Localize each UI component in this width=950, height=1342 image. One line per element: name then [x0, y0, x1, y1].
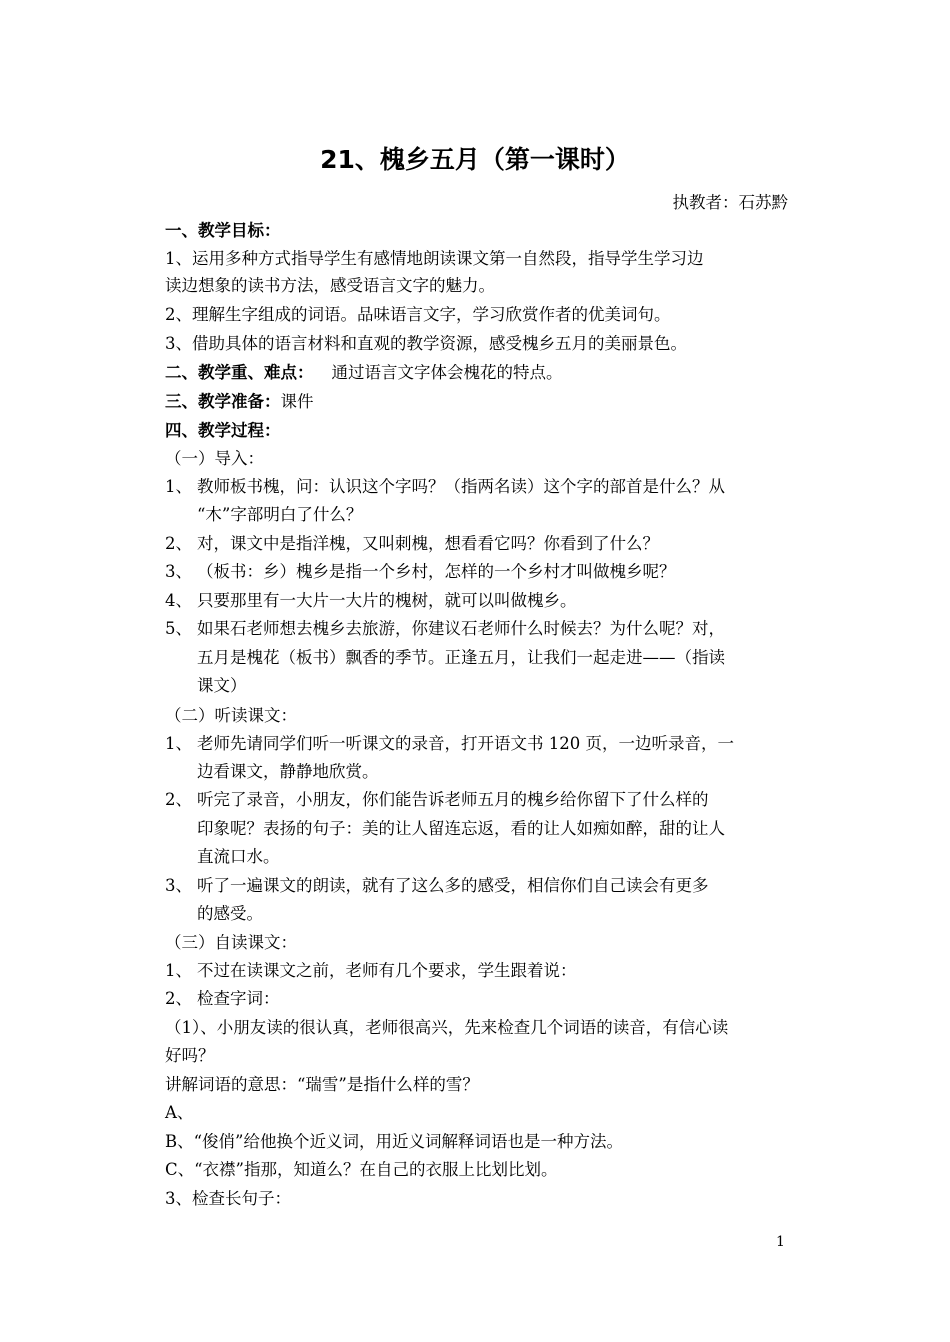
process-heading: 四、教学过程：: [165, 421, 281, 440]
part3-sub1-line2: 好吗？: [165, 1046, 215, 1065]
part3-item1-number: 1、: [165, 961, 192, 980]
part2-item1-number: 1、: [165, 734, 192, 753]
part3-item-a: A、: [165, 1103, 194, 1122]
part3-item-c: C、“衣襟”指那，知道么？在自己的衣服上比划比划。: [165, 1160, 558, 1179]
part2-item3-line2: 的感受。: [197, 904, 263, 923]
part2-item1-line1: 老师先请同学们听一听课文的录音，打开语文书 120 页，一边听录音，一: [197, 734, 734, 753]
key-points-row: [165, 360, 563, 386]
part1-heading: （一）导入：: [165, 449, 264, 468]
goal-1-line-2: 读边想象的读书方法，感受语言文字的魅力。: [165, 276, 495, 295]
preparation-text: 课件: [280, 392, 314, 411]
key-points-text: 通过语言文字体会槐花的特点。: [331, 363, 563, 382]
part1-item5-line3: 课文）: [197, 676, 247, 695]
goals-heading: 一、教学目标：: [165, 221, 281, 240]
part2-heading: （二）听读课文：: [165, 706, 297, 725]
preparation-row: [165, 389, 314, 415]
page-number: 1: [776, 1234, 785, 1250]
part1-item2-number: 2、: [165, 534, 192, 553]
preparation-heading: 三、教学准备：: [165, 392, 281, 411]
part1-item1-line2: “木”字部明白了什么？: [197, 505, 363, 524]
part3-item1-line1: 不过在读课文之前，老师有几个要求，学生跟着说：: [197, 961, 577, 980]
part1-item5-number: 5、: [165, 619, 192, 638]
part2-item3-number: 3、: [165, 876, 192, 895]
part1-item4-number: 4、: [165, 591, 192, 610]
goal-1-line-1: 1、运用多种方式指导学生有感情地朗读课文第一自然段，指导学生学习边: [165, 249, 704, 268]
part3-explain: 讲解词语的意思：“瑞雪”是指什么样的雪？: [165, 1075, 479, 1094]
part1-item5-line2: 五月是槐花（板书）飘香的季节。正逢五月，让我们一起走进——（指读: [197, 648, 725, 667]
goal-2: 2、理解生字组成的词语。品味语言文字，学习欣赏作者的优美词句。: [165, 305, 671, 324]
part1-item4-line1: 只要那里有一大片一大片的槐树，就可以叫做槐乡。: [197, 591, 577, 610]
author-line: 执教者：石苏黔: [672, 193, 788, 212]
part1-item1-number: 1、: [165, 477, 192, 496]
part2-item3-line1: 听了一遍课文的朗读，就有了这么多的感受，相信你们自己读会有更多: [197, 876, 709, 895]
part3-item-b: B、“俊俏”给他换个近义词，用近义词解释词语也是一种方法。: [165, 1132, 623, 1151]
part3-item2-number: 2、: [165, 989, 192, 1008]
part3-sub1-line1: （1）、小朋友读的很认真，老师很高兴，先来检查几个词语的读音，有信心读: [165, 1018, 729, 1037]
part1-item5-line1: 如果石老师想去槐乡去旅游，你建议石老师什么时候去？为什么呢？对，: [197, 619, 725, 638]
key-points-heading: 二、教学重、难点：: [165, 363, 314, 382]
part3-heading: （三）自读课文：: [165, 933, 297, 952]
part1-item3-number: 3、: [165, 562, 192, 581]
part3-item3: 3、检查长句子：: [165, 1189, 291, 1208]
part2-item2-line1: 听完了录音，小朋友，你们能告诉老师五月的槐乡给你留下了什么样的: [197, 790, 709, 809]
part2-item2-line3: 直流口水。: [197, 847, 280, 866]
part1-item1-line1: 教师板书槐，问：认识这个字吗？（指两名读）这个字的部首是什么？从: [197, 477, 725, 496]
part2-item2-line2: 印象呢？表扬的句子：美的让人留连忘返，看的让人如痴如醉，甜的让人: [197, 819, 725, 838]
part2-item2-number: 2、: [165, 790, 192, 809]
goal-3: 3、借助具体的语言材料和直观的教学资源，感受槐乡五月的美丽景色。: [165, 334, 687, 353]
part1-item3-line1: （板书：乡）槐乡是指一个乡村，怎样的一个乡村才叫做槐乡呢？: [197, 562, 676, 581]
part3-item2-line1: 检查字词：: [197, 989, 280, 1008]
page-title: 21、槐乡五月（第一课时）: [320, 145, 630, 174]
part1-item2-line1: 对，课文中是指洋槐，又叫刺槐，想看看它吗？你看到了什么？: [197, 534, 659, 553]
part2-item1-line2: 边看课文，静静地欣赏。: [197, 762, 379, 781]
